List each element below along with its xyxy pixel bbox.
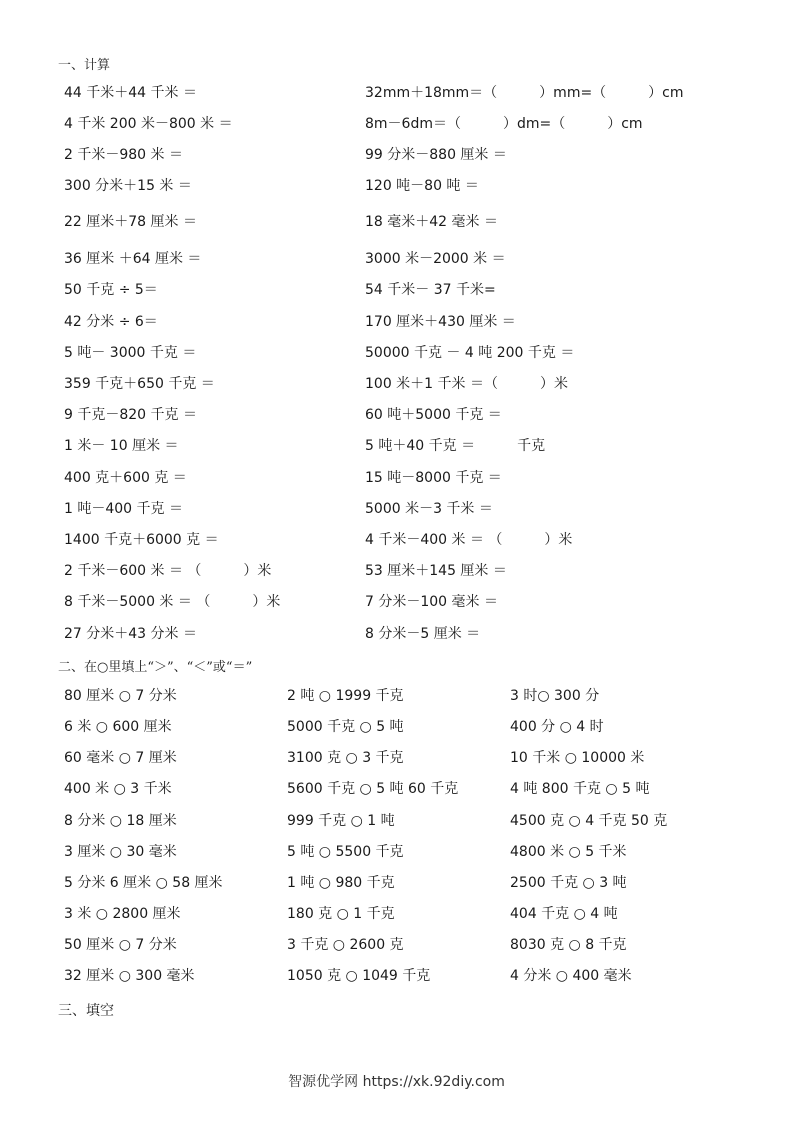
calc-problem-left-15: 1400 千克＋6000 克 ＝ <box>64 532 219 548</box>
compare-problem-col1-1: 80 厘米 ○ 7 分米 <box>64 688 177 704</box>
compare-problem-col2-8: 180 克 ○ 1 千克 <box>287 906 395 922</box>
compare-problem-col1-10: 32 厘米 ○ 300 毫米 <box>64 968 195 984</box>
calc-problem-right-8: 170 厘米＋430 厘米 ＝ <box>365 314 516 330</box>
calc-problem-left-2: 4 千米 200 米－800 米 ＝ <box>64 116 233 132</box>
calc-problem-right-13: 15 吨－8000 千克 ＝ <box>365 470 502 486</box>
calc-problem-right-14: 5000 米－3 千米 ＝ <box>365 501 493 517</box>
section3-heading: 三、填空 <box>58 1003 114 1019</box>
calc-problem-left-16: 2 千米－600 米 ＝ （ ）米 <box>64 563 272 579</box>
calc-problem-right-9: 50000 千克 － 4 吨 200 千克 ＝ <box>365 345 575 361</box>
calc-problem-left-11: 9 千克－820 千克 ＝ <box>64 407 197 423</box>
compare-problem-col3-7: 2500 千克 ○ 3 吨 <box>510 875 627 891</box>
compare-problem-col3-6: 4800 米 ○ 5 千米 <box>510 844 627 860</box>
section2-heading: 二、在○里填上“＞”、“＜”或“＝” <box>58 660 253 675</box>
compare-problem-col3-5: 4500 克 ○ 4 千克 50 克 <box>510 813 668 829</box>
calc-problem-left-13: 400 克＋600 克 ＝ <box>64 470 187 486</box>
compare-problem-col1-2: 6 米 ○ 600 厘米 <box>64 719 172 735</box>
calc-problem-left-18: 27 分米＋43 分米 ＝ <box>64 626 197 642</box>
calc-problem-left-5: 22 厘米＋78 厘米 ＝ <box>64 214 197 230</box>
calc-problem-right-7: 54 千米－ 37 千米= <box>365 282 496 298</box>
calc-problem-left-4: 300 分米＋15 米 ＝ <box>64 178 192 194</box>
calc-problem-left-12: 1 米－ 10 厘米 ＝ <box>64 438 179 454</box>
calc-problem-left-1: 44 千米＋44 千米 ＝ <box>64 85 197 101</box>
compare-problem-col1-3: 60 毫米 ○ 7 厘米 <box>64 750 177 766</box>
compare-problem-col1-9: 50 厘米 ○ 7 分米 <box>64 937 177 953</box>
compare-problem-col2-5: 999 千克 ○ 1 吨 <box>287 813 395 829</box>
calc-problem-right-1: 32mm＋18mm＝（ ）mm=（ ）cm <box>365 85 684 101</box>
compare-problem-col1-8: 3 米 ○ 2800 厘米 <box>64 906 181 922</box>
compare-problem-col2-6: 5 吨 ○ 5500 千克 <box>287 844 404 860</box>
compare-problem-col3-1: 3 时○ 300 分 <box>510 688 600 704</box>
compare-problem-col1-5: 8 分米 ○ 18 厘米 <box>64 813 177 829</box>
calc-problem-right-12: 5 吨＋40 千克 ＝ 千克 <box>365 438 546 454</box>
calc-problem-right-10: 100 米＋1 千米 ＝（ ）米 <box>365 376 568 392</box>
calc-problem-right-3: 99 分米－880 厘米 ＝ <box>365 147 507 163</box>
calc-problem-left-6: 36 厘米 ＋64 厘米 ＝ <box>64 251 202 267</box>
footer-watermark: 智源优学网 https://xk.92diy.com <box>288 1074 505 1090</box>
calc-problem-left-8: 42 分米 ÷ 6＝ <box>64 314 158 330</box>
calc-problem-right-15: 4 千米－400 米 ＝ （ ）米 <box>365 532 573 548</box>
calc-problem-right-11: 60 吨＋5000 千克 ＝ <box>365 407 502 423</box>
compare-problem-col2-2: 5000 千克 ○ 5 吨 <box>287 719 404 735</box>
compare-problem-col3-3: 10 千米 ○ 10000 米 <box>510 750 645 766</box>
compare-problem-col3-4: 4 吨 800 千克 ○ 5 吨 <box>510 781 650 797</box>
compare-problem-col2-4: 5600 千克 ○ 5 吨 60 千克 <box>287 781 459 797</box>
calc-problem-left-3: 2 千米－980 米 ＝ <box>64 147 183 163</box>
calc-problem-left-9: 5 吨－ 3000 千克 ＝ <box>64 345 197 361</box>
compare-problem-col3-10: 4 分米 ○ 400 毫米 <box>510 968 632 984</box>
section1-heading: 一、计算 <box>58 58 111 73</box>
compare-problem-col3-8: 404 千克 ○ 4 吨 <box>510 906 618 922</box>
calc-problem-right-4: 120 吨－80 吨 ＝ <box>365 178 479 194</box>
compare-problem-col2-9: 3 千克 ○ 2600 克 <box>287 937 404 953</box>
calc-problem-left-7: 50 千克 ÷ 5＝ <box>64 282 158 298</box>
calc-problem-left-17: 8 千米－5000 米 ＝ （ ）米 <box>64 594 281 610</box>
compare-problem-col3-9: 8030 克 ○ 8 千克 <box>510 937 627 953</box>
calc-problem-left-10: 359 千克＋650 千克 ＝ <box>64 376 215 392</box>
compare-problem-col1-4: 400 米 ○ 3 千米 <box>64 781 172 797</box>
calc-problem-right-17: 7 分米－100 毫米 ＝ <box>365 594 498 610</box>
compare-problem-col1-7: 5 分米 6 厘米 ○ 58 厘米 <box>64 875 223 891</box>
calc-problem-right-2: 8m－6dm＝（ ）dm=（ ）cm <box>365 116 643 132</box>
compare-problem-col2-7: 1 吨 ○ 980 千克 <box>287 875 395 891</box>
calc-problem-right-18: 8 分米－5 厘米 ＝ <box>365 626 481 642</box>
calc-problem-right-16: 53 厘米＋145 厘米 ＝ <box>365 563 507 579</box>
compare-problem-col1-6: 3 厘米 ○ 30 毫米 <box>64 844 177 860</box>
calc-problem-left-14: 1 吨－400 千克 ＝ <box>64 501 183 517</box>
compare-problem-col3-2: 400 分 ○ 4 时 <box>510 719 604 735</box>
calc-problem-right-6: 3000 米－2000 米 ＝ <box>365 251 506 267</box>
compare-problem-col2-10: 1050 克 ○ 1049 千克 <box>287 968 431 984</box>
calc-problem-right-5: 18 毫米＋42 毫米 ＝ <box>365 214 498 230</box>
compare-problem-col2-3: 3100 克 ○ 3 千克 <box>287 750 404 766</box>
compare-problem-col2-1: 2 吨 ○ 1999 千克 <box>287 688 404 704</box>
